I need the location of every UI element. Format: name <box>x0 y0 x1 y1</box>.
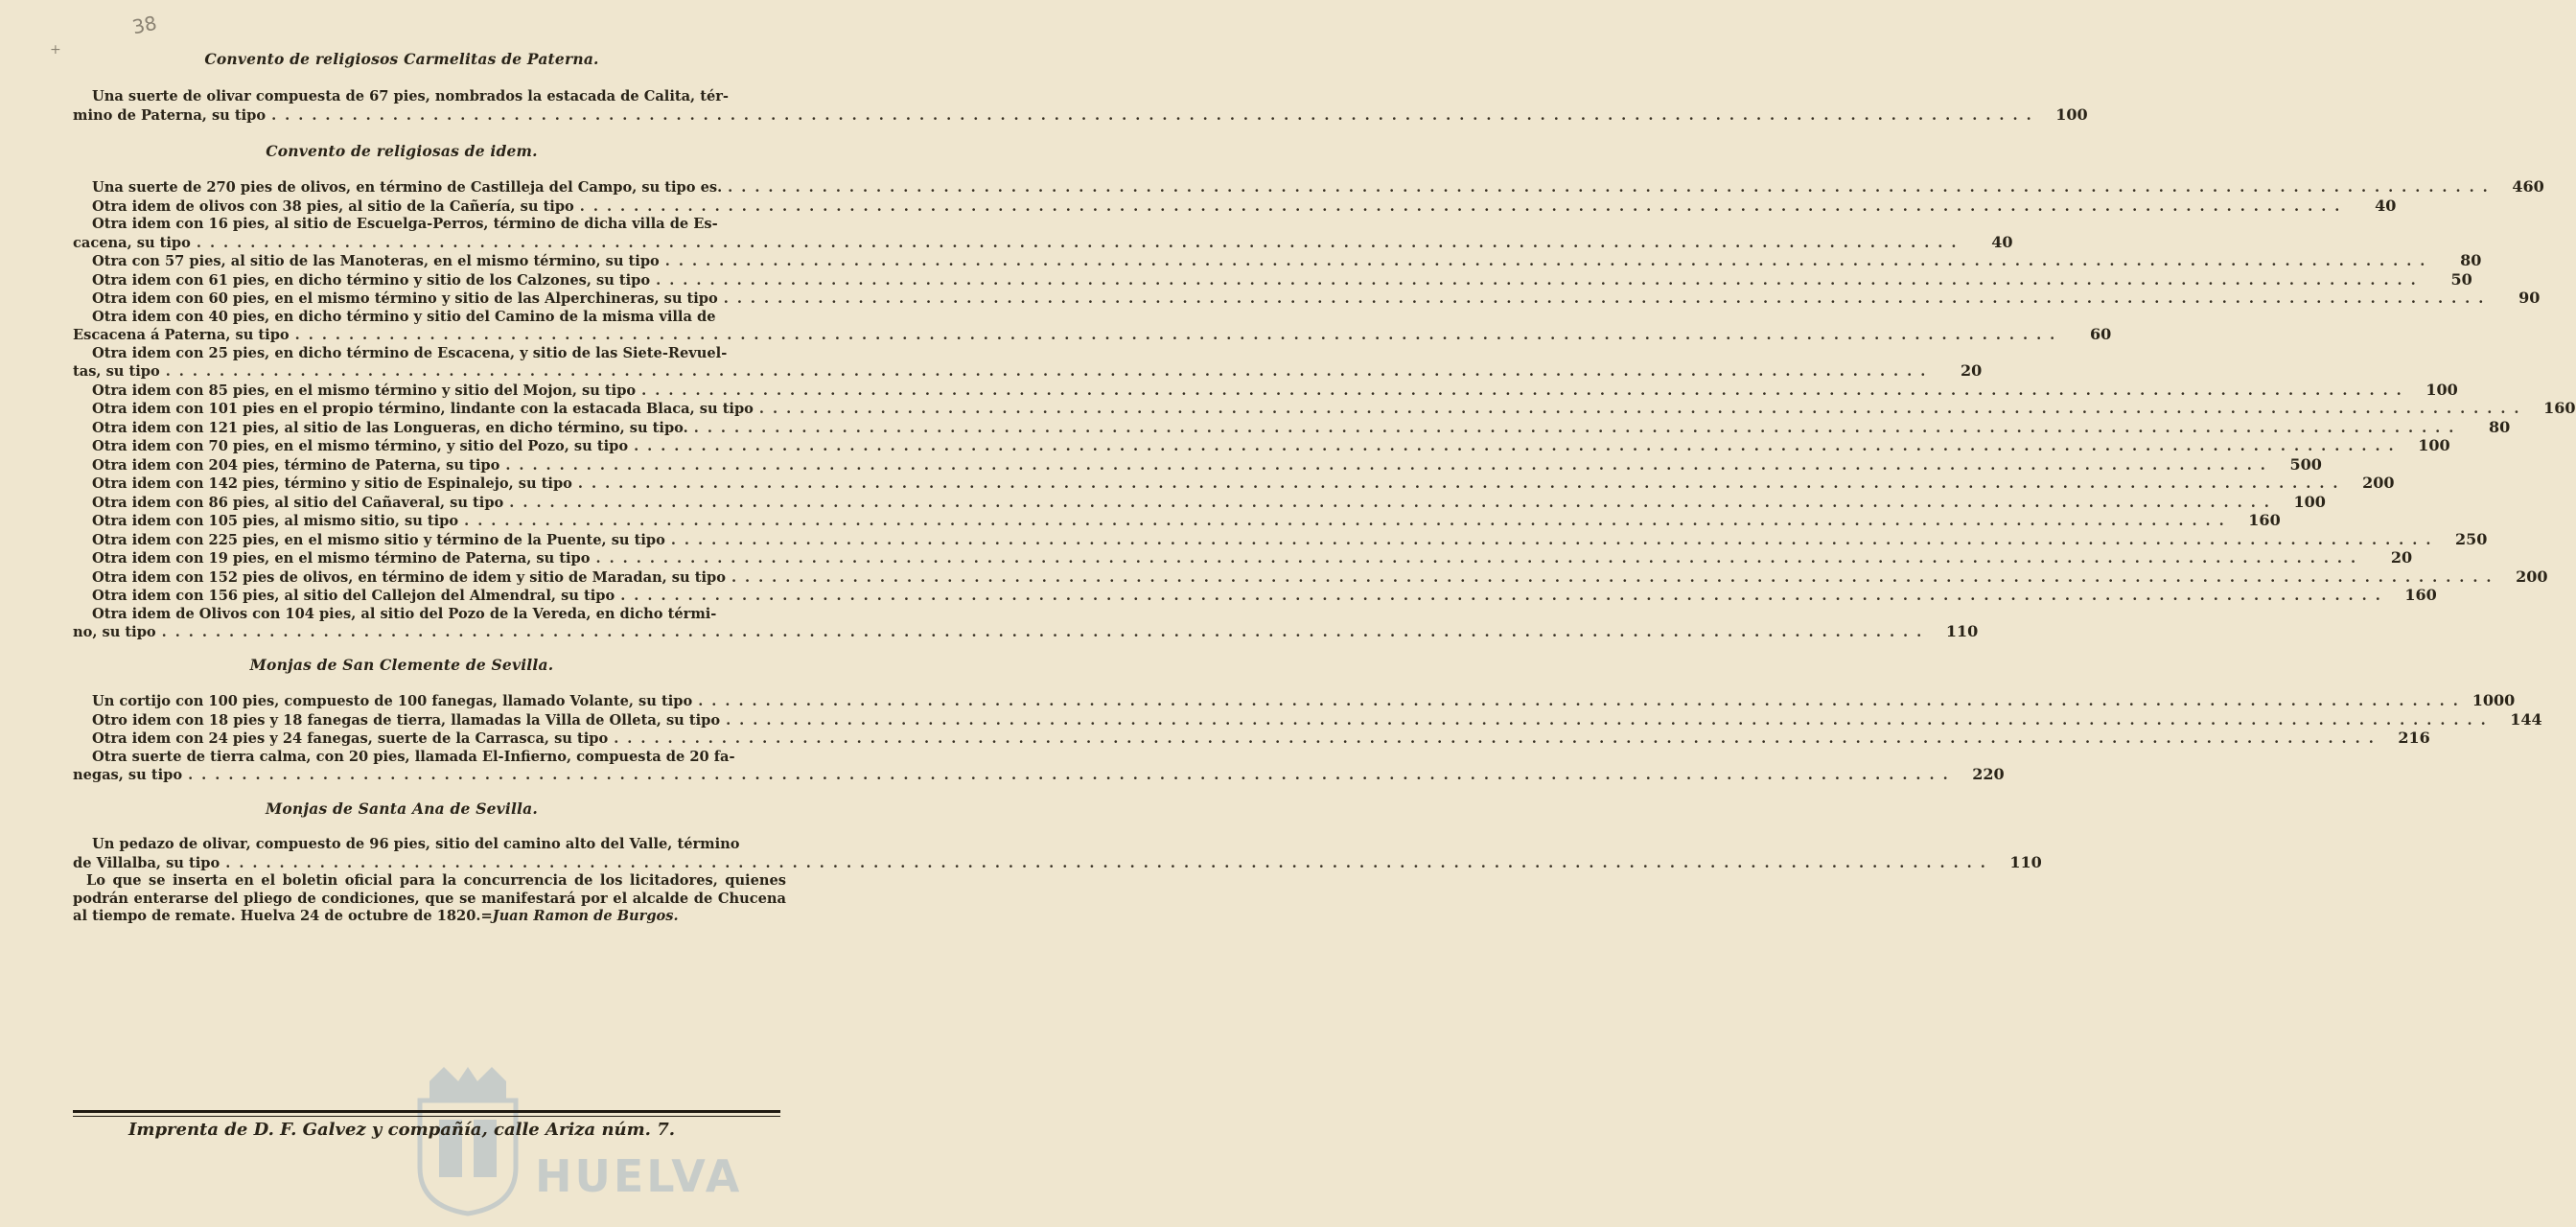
lot-text: Otra idem con 121 pies, al sitio de las Longueras, en dicho término, su tipo. <box>92 419 688 436</box>
lot-price: 160 <box>2404 586 2437 604</box>
footer-rule-thin <box>73 1116 780 1117</box>
lot-entry <box>73 529 2488 550</box>
section-entries-san-clemente <box>73 691 2542 785</box>
lot-price: 80 <box>2460 251 2482 269</box>
printer-imprint: Imprenta de D. F. Galvez y compañía, calle Ariza núm. 7. <box>128 1120 675 1140</box>
section-heading-religiosas: Convento de religiosas de idem. <box>266 142 538 160</box>
lot-text: Otra idem con 60 pies, en el mismo término y sitio de las Alperchineras, su tipo <box>92 290 718 307</box>
lot-price: 220 <box>1972 765 2005 783</box>
lot-text: Otra idem con 24 pies y 24 fanegas, suerte de la Carrasca, su tipo <box>92 730 609 747</box>
lot-entry <box>73 729 2430 749</box>
lot-price: 100 <box>2055 104 2088 124</box>
lot-entry <box>73 216 2013 252</box>
lot-text: Un cortijo con 100 pies, compuesto de 100 fanegas, llamado Volante, su tipo <box>92 693 693 709</box>
lot-text: cacena, su tipo <box>73 234 191 251</box>
lot-text: Otra con 57 pies, al sitio de las Manoteras, en el mismo término, su tipo <box>92 253 660 269</box>
lot-text: Una suerte de olivar compuesta de 67 pies, nombrados la estacada de Calita, tér- <box>92 88 729 104</box>
lot-price: 200 <box>2516 567 2548 586</box>
lot-entry <box>73 709 2542 730</box>
lot-entry <box>73 748 2005 785</box>
lot-price: 110 <box>1945 622 1979 640</box>
lot-entry <box>73 836 2042 872</box>
lot-text: mino de Paterna, su tipo <box>73 106 267 124</box>
lot-entry <box>73 380 2458 401</box>
lot-text: tas, su tipo <box>73 363 160 380</box>
lot-entry <box>73 399 2576 419</box>
lot-price: 250 <box>2455 529 2488 548</box>
lot-text: Otra idem con 85 pies, en el mismo término y sitio del Mojon, su tipo <box>92 382 637 399</box>
lot-text: Escacena á Paterna, su tipo <box>73 327 290 343</box>
lot-text: Otra idem con 19 pies, en el mismo término de Paterna, su tipo <box>92 550 591 567</box>
lot-text: Otra idem con 61 pies, en dicho término y sitio de los Calzones, su tipo <box>92 271 651 289</box>
lot-entry <box>73 691 2516 711</box>
huelva-watermark <box>410 1062 775 1225</box>
lot-price: 100 <box>2425 380 2458 399</box>
lot-text: Otra idem con 25 pies, en dicho término de Escacena, y sitio de las Siete-Revuel- <box>92 344 728 361</box>
lot-text: Otra idem de Olivos con 104 pies, al sitio del Pozo de la Vereda, en dicho térmi- <box>92 605 717 622</box>
lot-price: 216 <box>2398 729 2430 747</box>
lot-price: 50 <box>2450 269 2472 289</box>
lot-price: 60 <box>2089 325 2112 343</box>
section-heading-san-clemente: Monjas de San Clemente de Sevilla. <box>249 656 554 674</box>
lot-price: 460 <box>2512 177 2544 196</box>
lot-entry <box>73 417 2511 438</box>
signature: Juan Ramon de Burgos. <box>492 908 679 924</box>
section-entries-religiosas <box>73 177 2576 642</box>
lot-text: Otra idem con 156 pies, al sitio del Callejon del Almendral, su tipo <box>92 588 615 604</box>
lot-entry <box>73 196 2397 217</box>
lot-price: 80 <box>2489 417 2511 436</box>
lot-text: Un pedazo de olivar, compuesto de 96 pies, sitio del camino alto del Valle, término <box>92 836 740 852</box>
lot-entry <box>73 436 2450 456</box>
corner-mark: + <box>50 42 61 58</box>
lot-price: 40 <box>1991 232 2013 251</box>
section-entries-carmelitas <box>73 88 2088 125</box>
lot-price: 100 <box>2293 492 2326 511</box>
lot-price: 40 <box>2375 196 2397 215</box>
lot-price: 144 <box>2510 709 2542 729</box>
lot-text: Otra idem con 86 pies, al sitio del Cañaveral, su tipo <box>92 494 504 511</box>
lot-entry <box>73 492 2326 513</box>
lot-price: 1000 <box>2472 691 2516 709</box>
lot-text: Otra idem con 101 pies en el propio término, lindante con la estacada Blaca, su tipo <box>92 401 754 417</box>
lot-text: Otra idem con 70 pies, en el mismo término, y sitio del Pozo, su tipo <box>92 438 629 454</box>
lot-text: Otra idem con 152 pies de olivos, en término de idem y sitio de Maradan, su tipo <box>92 568 726 586</box>
lot-entry <box>73 586 2437 606</box>
footer-rule <box>73 1110 780 1113</box>
lot-text: no, su tipo <box>73 624 156 640</box>
lot-text: Otra idem con 142 pies, término y sitio de Espinalejo, su tipo <box>92 475 572 492</box>
handwritten-page-number: 38 <box>129 11 159 39</box>
lot-text: Otra suerte de tierra calma, con 20 pies, llamada El-Infierno, compuesta de 20 fa- <box>92 748 735 765</box>
lot-price: 90 <box>2518 289 2541 307</box>
closing-paragraph <box>73 872 786 926</box>
lot-text: Otra idem con 105 pies, al mismo sitio, su tipo <box>92 513 459 529</box>
lot-price: 160 <box>2248 511 2281 529</box>
lot-text: Otra idem con 225 pies, en el mismo sitio y término de la Puente, su tipo <box>92 531 665 548</box>
lot-price: 160 <box>2543 399 2576 417</box>
lot-text: Una suerte de 270 pies de olivos, en término de Castilleja del Campo, su tipo es. <box>92 179 723 196</box>
lot-price: 20 <box>1961 361 1983 380</box>
lot-entry <box>73 289 2541 309</box>
lot-entry <box>73 605 1979 642</box>
lot-price: 110 <box>2009 852 2042 871</box>
section-heading-carmelitas: Convento de religiosos Carmelitas de Paterna. <box>204 50 599 68</box>
lot-text: de Villalba, su tipo <box>73 854 220 871</box>
lot-price: 200 <box>2362 474 2395 492</box>
lot-text: Otro idem con 18 pies y 18 fanegas de tierra, llamadas la Villa de Olleta, su tipo <box>92 711 721 729</box>
lot-entry <box>73 251 2482 271</box>
lot-entry <box>73 88 2088 125</box>
lot-price: 500 <box>2289 454 2322 474</box>
lot-text: negas, su tipo <box>73 767 183 783</box>
lot-entry <box>73 177 2544 197</box>
watermark-text: HUELVA <box>535 1150 743 1202</box>
lot-entry <box>73 269 2472 290</box>
lot-entry <box>73 548 2413 568</box>
section-heading-santa-ana: Monjas de Santa Ana de Sevilla. <box>266 799 538 818</box>
lot-text: Otra idem con 40 pies, en dicho término y sitio del Camino de la misma villa de <box>92 308 716 325</box>
lot-entry <box>73 344 1983 382</box>
section-entries-santa-ana <box>73 836 2042 926</box>
closing-text: Lo que se inserta en el boletin oficial para la concurrencia de los licitadores, quienes podrán enterarse del pliego de condiciones, que se manifestará por el alcalde de Chucena al tiempo de remate. Huelva 24 de octubre de 1820.= <box>73 872 786 924</box>
lot-entry <box>73 474 2395 494</box>
lot-entry <box>73 454 2322 475</box>
lot-text: Otra idem de olivos con 38 pies, al sitio de la Cañería, su tipo <box>92 197 574 215</box>
lot-entry <box>73 511 2281 531</box>
lot-entry <box>73 567 2548 588</box>
lot-text: Otra idem con 204 pies, término de Paterna, su tipo <box>92 456 500 474</box>
lot-entry <box>73 308 2112 345</box>
lot-price: 20 <box>2390 548 2413 567</box>
lot-price: 100 <box>2418 436 2450 454</box>
lot-text: Otra idem con 16 pies, al sitio de Escuelga-Perros, término de dicha villa de Es- <box>92 216 718 232</box>
